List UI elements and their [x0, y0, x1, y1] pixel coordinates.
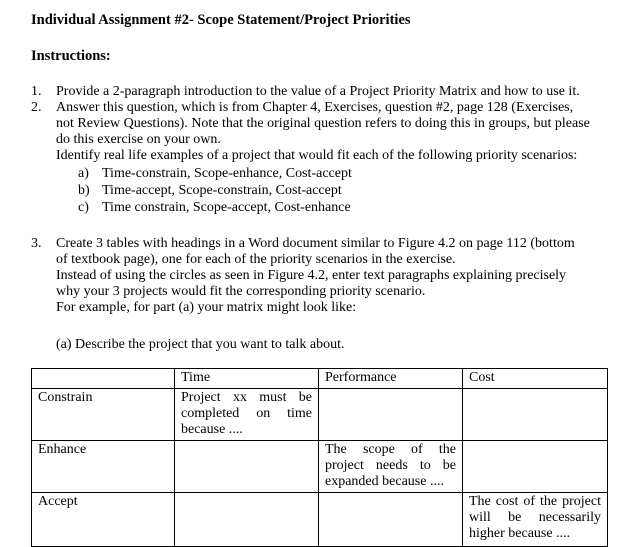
item-3-line: For example, for part (a) your matrix might look like:	[56, 300, 357, 315]
cell-enhance-time	[175, 441, 319, 493]
header-cell-empty	[32, 369, 175, 389]
header-cell-cost: Cost	[463, 369, 608, 389]
item-2-line: do this exercise on your own.	[56, 132, 221, 147]
cell-constrain-cost	[463, 389, 608, 441]
item-3-line: Create 3 tables with headings in a Word document similar to Figure 4.2 on page 112 (bottom	[56, 236, 575, 251]
item-2-number: 2.	[31, 100, 42, 115]
header-cell-performance: Performance	[319, 369, 463, 389]
item-1-text	[56, 84, 616, 100]
cell-accept-cost: The cost of the project will be necessarily higher because ....	[463, 493, 608, 547]
item-1-line: Provide a 2-paragraph introduction to the value of a Project Priority Matrix and how to use it.	[56, 84, 580, 99]
item-1-number: 1.	[31, 84, 42, 99]
row-label-constrain: Constrain	[32, 389, 175, 441]
item-2-line: not Review Questions). Note that the original question refers to doing this in groups, but please	[56, 116, 590, 131]
table-header-row	[32, 369, 608, 389]
subitem-c-letter: c)	[78, 200, 89, 215]
cell-enhance-cost	[463, 441, 608, 493]
subitem-c-text: Time constrain, Scope-accept, Cost-enhance	[102, 200, 351, 215]
item-3-text	[56, 236, 616, 316]
item-3-number: 3.	[31, 236, 42, 251]
priority-matrix-table	[31, 368, 608, 547]
instructions-heading: Instructions:	[31, 48, 111, 64]
cell-constrain-time: Project xx must be completed on time because ....	[175, 389, 319, 441]
item-2-text	[56, 100, 616, 164]
item-2-line: Identify real life examples of a project that would fit each of the following priority scenarios:	[56, 148, 578, 163]
table-row-enhance	[32, 441, 608, 493]
row-label-accept: Accept	[32, 493, 175, 547]
item-3-line: of textbook page), one for each of the priority scenarios in the exercise.	[56, 252, 456, 267]
header-cell-time: Time	[175, 369, 319, 389]
subitem-a-text: Time-constrain, Scope-enhance, Cost-accept	[102, 166, 352, 181]
part-a-label: (a) Describe the project that you want to talk about.	[56, 337, 345, 352]
subitem-a-letter: a)	[78, 166, 89, 181]
cell-accept-time	[175, 493, 319, 547]
cell-accept-performance	[319, 493, 463, 547]
table-row-accept	[32, 493, 608, 547]
cell-enhance-performance: The scope of the project needs to be expanded because ....	[319, 441, 463, 493]
subitem-b-text: Time-accept, Scope-constrain, Cost-accept	[102, 183, 342, 198]
document-title: Individual Assignment #2- Scope Statement/Project Priorities	[31, 12, 411, 28]
subitem-b-letter: b)	[78, 183, 90, 198]
item-3-line: why your 3 projects would fit the corresponding priority scenario.	[56, 284, 426, 299]
item-3-line: Instead of using the circles as seen in Figure 4.2, enter text paragraphs explaining precisely	[56, 268, 567, 283]
cell-constrain-performance	[319, 389, 463, 441]
row-label-enhance: Enhance	[32, 441, 175, 493]
item-2-line: Answer this question, which is from Chapter 4, Exercises, question #2, page 128 (Exercises,	[56, 100, 574, 115]
table-row-constrain	[32, 389, 608, 441]
